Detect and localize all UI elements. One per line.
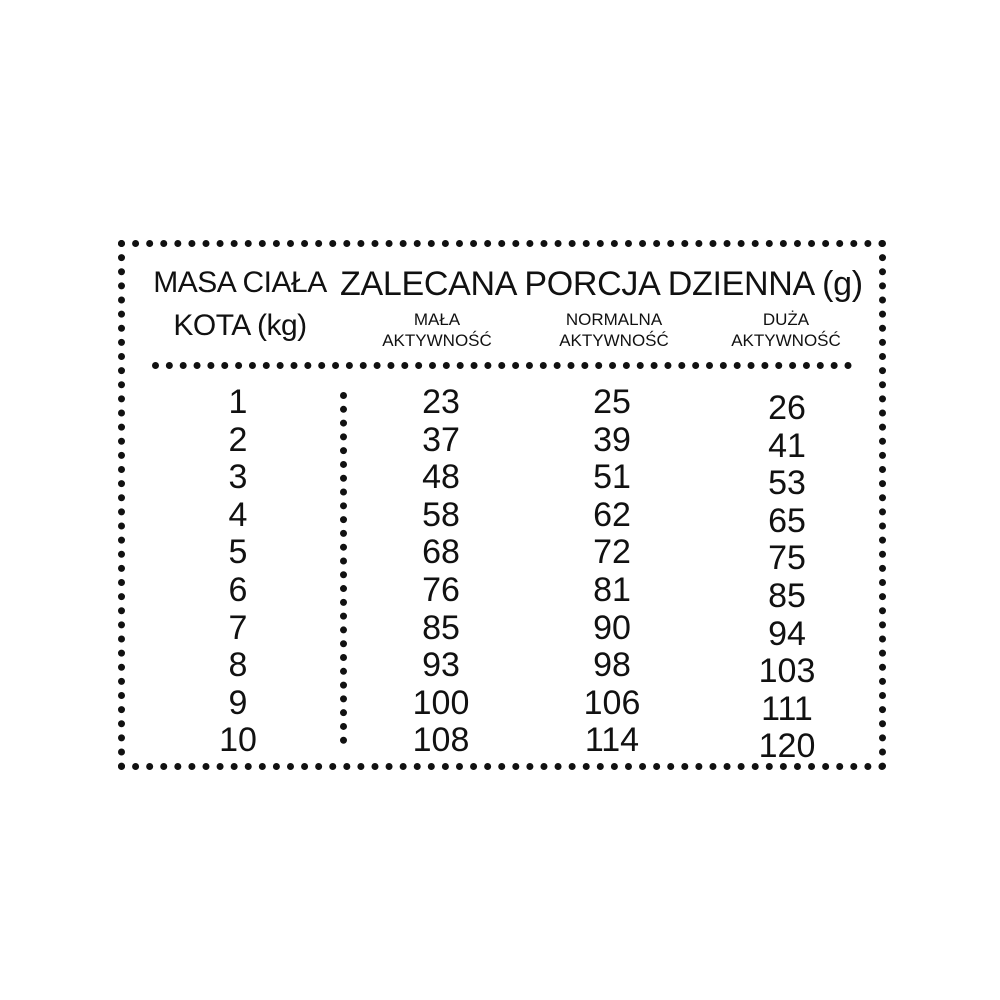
normal-activity-cell: 25: [593, 383, 631, 421]
high-activity-cell: 26: [768, 389, 806, 427]
high-activity-cell: 65: [768, 501, 806, 540]
low-activity-cell: 48: [422, 458, 460, 497]
col-header-low-line1: MAŁA: [413, 310, 461, 329]
normal-activity-cell: 72: [593, 533, 631, 572]
low-activity-cell: 68: [422, 533, 460, 572]
normal-activity-cell: 81: [593, 570, 631, 609]
weight-cell: 3: [228, 458, 248, 497]
low-activity-cell: 85: [422, 608, 460, 647]
weight-cell: 6: [228, 570, 248, 609]
low-activity-cell: 93: [422, 646, 460, 685]
low-activity-cell: 76: [422, 570, 460, 609]
high-activity-cell: 53: [768, 464, 806, 503]
normal-activity-cell: 106: [583, 683, 641, 722]
weight-cell: 9: [228, 683, 248, 722]
weight-header-line2: KOTA (kg): [173, 309, 307, 342]
normal-activity-cell: 90: [593, 608, 631, 647]
high-activity-cell: 103: [758, 652, 816, 691]
normal-activity-cell: 62: [593, 495, 631, 534]
normal-activity-cell: 114: [584, 721, 640, 760]
weight-header-line1: MASA CIAŁA: [153, 266, 327, 299]
weight-cell: 1: [228, 383, 248, 421]
low-activity-cell: 108: [412, 721, 470, 760]
col-header-low: [357, 309, 517, 352]
column-divider: [340, 392, 347, 744]
high-activity-cell: 41: [768, 426, 806, 465]
normal-activity-cell: 51: [593, 458, 631, 497]
low-activity-column: [381, 384, 501, 760]
normal-activity-cell: 39: [593, 420, 631, 459]
weight-cell: 5: [228, 533, 248, 572]
high-activity-cell: 111: [761, 689, 813, 728]
col-header-high-line2: AKTYWNOŚĆ: [731, 331, 841, 351]
low-activity-cell: 58: [422, 495, 460, 534]
low-activity-cell: 100: [412, 683, 470, 722]
col-header-normal-line1: NORMALNA: [565, 310, 663, 329]
high-activity-cell: 85: [768, 576, 806, 615]
high-activity-cell: 120: [758, 727, 816, 766]
low-activity-cell: 23: [422, 383, 460, 421]
col-header-high: [706, 309, 866, 352]
weight-column: [188, 384, 288, 760]
col-header-normal-line2: AKTYWNOŚĆ: [559, 331, 669, 351]
normal-activity-cell: 98: [593, 646, 631, 685]
high-activity-cell: 75: [768, 539, 806, 578]
weight-cell: 8: [228, 646, 248, 685]
weight-cell: 4: [228, 495, 248, 534]
weight-cell: 2: [228, 420, 248, 459]
weight-cell: 10: [219, 721, 257, 760]
high-activity-cell: 94: [768, 614, 806, 653]
high-activity-column: [727, 390, 847, 766]
col-header-high-line1: DUŻA: [762, 310, 810, 329]
portion-header: ZALECANA PORCJA DZIENNA (g): [340, 265, 863, 303]
header-divider: [152, 362, 852, 369]
low-activity-cell: 37: [422, 420, 460, 459]
weight-cell: 7: [228, 608, 248, 647]
normal-activity-column: [552, 384, 672, 760]
col-header-normal: [534, 309, 694, 352]
col-header-low-line2: AKTYWNOŚĆ: [382, 331, 492, 351]
